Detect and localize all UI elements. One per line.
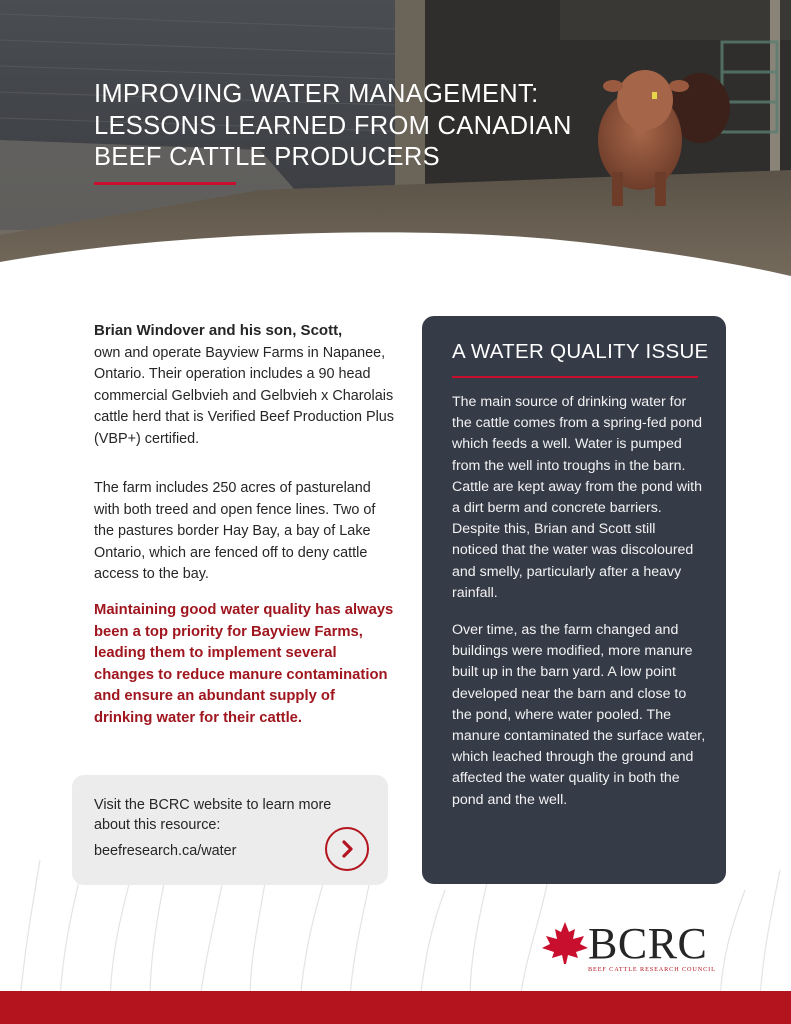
panel-paragraph-2: Over time, as the farm changed and buildings were modified, more manure built up in the barn yard. A low point developed near the barn and close to the pond, where water pooled. The manure contaminated the surface water, which leached through the ground and affected the water quality in both the pond and the well. — [452, 622, 706, 808]
bcrc-logo[interactable] — [540, 916, 716, 976]
title-line-3: BEEF CATTLE PRODUCERS — [94, 143, 440, 171]
page-title — [94, 79, 614, 174]
visit-website-button[interactable] — [325, 827, 369, 871]
panel-title: A WATER QUALITY ISSUE — [452, 340, 709, 363]
intro-lead: Brian Windover and his son, Scott, — [94, 322, 343, 339]
chevron-right-icon — [337, 839, 357, 859]
water-quality-panel — [422, 316, 726, 884]
hero-banner — [0, 0, 791, 300]
visit-card — [72, 775, 388, 885]
title-underline — [94, 182, 236, 185]
panel-title-underline — [452, 376, 698, 378]
visit-text: Visit the BCRC website to learn more about this resource: — [94, 797, 332, 833]
footer-bar — [0, 991, 791, 1024]
maple-leaf-icon — [540, 920, 590, 964]
website-link[interactable]: beefresearch.ca/water — [94, 843, 237, 859]
highlight-paragraph: Maintaining good water quality has always been a top priority for Bayview Farms, leading them to implement several changes to reduce manure contamination and ensure an abundant supply of drinking water for their cattle. — [94, 602, 394, 726]
title-line-1: IMPROVING WATER MANAGEMENT: — [94, 80, 539, 108]
farm-paragraph: The farm includes 250 acres of pastureland with both treed and open fence lines. Two of the pastures border Hay Bay, a bay of Lake Ontario, which are fenced off to deny cattle access to the bay. — [94, 480, 376, 583]
intro-body: own and operate Bayview Farms in Napanee, Ontario. Their operation includes a 90 head commercial Gelbvieh and Gelbvieh x Charolais cattle herd that is Verified Beef Production Plus (VBP+) certified. — [94, 344, 394, 447]
title-line-2: LESSONS LEARNED FROM CANADIAN — [94, 111, 572, 140]
logo-subtitle: BEEF CATTLE RESEARCH COUNCIL — [588, 966, 716, 973]
logo-wordmark: BCRC — [588, 919, 708, 968]
intro-paragraph — [94, 320, 394, 451]
panel-paragraph-1: The main source of drinking water for the cattle comes from a spring-fed pond which feeds a well. Water is pumped from the well into troughs in the barn. Cattle are kept away from the pond with a dirt berm and concrete barriers. Despite this, Brian and Scott still noticed that the water was discoloured and smelly, particularly after a heavy rainfall. — [452, 394, 702, 601]
